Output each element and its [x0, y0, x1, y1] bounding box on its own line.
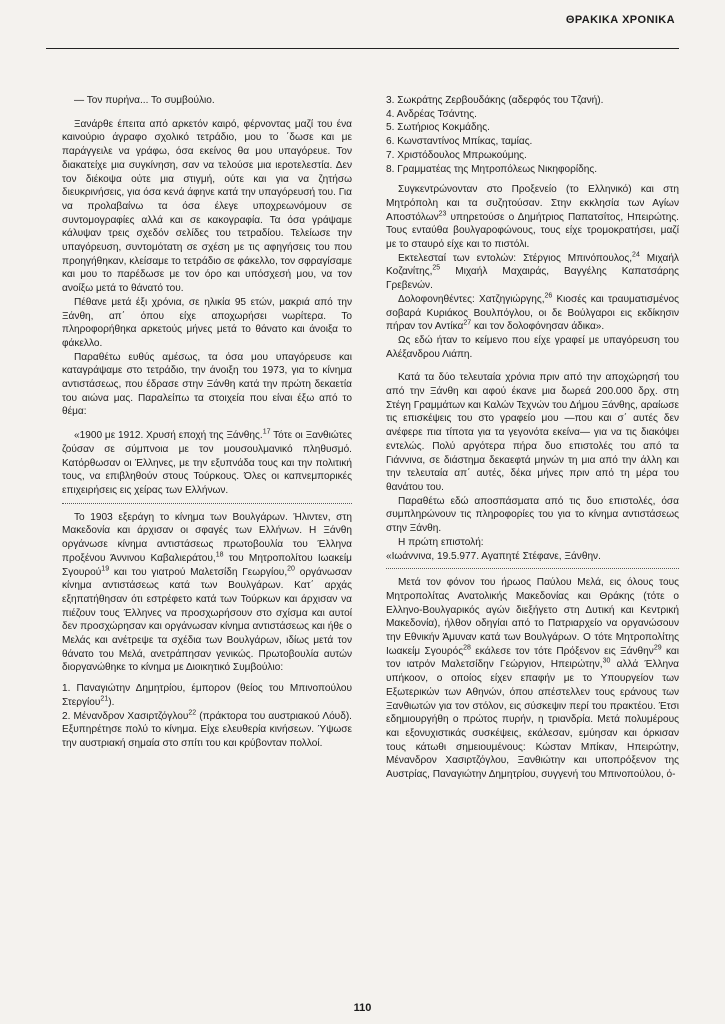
- page-number: 110: [353, 1002, 372, 1014]
- paragraph: Ως εδώ ήταν το κείμενο που είχε γραφεί με υπαγόρευση του Αλέξανδρου Λιάπη.: [386, 334, 679, 360]
- paragraph: Παραθέτω ευθύς αμέσως, τα όσα μου υπαγόρευσε και καταγράψαμε στο τετράδιο, την άνοιξη του 1973, για το κίνημα αντιστάσεως, που έδρασε στην Ξάνθη κατά την πρώτη δεκαετία του αιώνα μας. Παραλείπω τα στοιχεία που είναι έξω από το θέμα:: [62, 351, 352, 418]
- paragraph: Η πρώτη επιστολή:: [398, 536, 484, 548]
- text-run: εκάλεσε τον τότε Πρόξενον εις Ξάνθην: [470, 645, 654, 657]
- right-column: [386, 94, 679, 782]
- footnote-ref: 27: [463, 319, 472, 327]
- list-item: 5. Σωτήριος Κοκμάδης.: [386, 122, 490, 134]
- footnote-ref: 25: [432, 265, 441, 273]
- footnote-ref: 19: [101, 565, 110, 573]
- text-run: οργάνωσαν κίνημα αντιστάσεως κατά των Βουλγάρων. Κατ΄ αρχάς εξηπατήθησαν ότι εστρέφετο κατά των Τούρκων και άρχισαν να πιέζουν τους Έλληνες να προσχωρήσουν στο σχίσμα και αυτοί δεν προσχώρησαν και οργάνωσαν κίνημα αντιστάσεως και ήθε ο Μελάς και ανέτρεψε τα σχέδια των Βουλγάρων, ιδίως μετά τον θάνατο του Μελά, ανετράπησαν γενικώς. Πρωτοβουλία αυτών διοργανώθηκε το κίνημα με Διοικητικό Συμβούλιο:: [62, 566, 352, 674]
- footnote-ref: 24: [632, 251, 640, 259]
- footnote-ref: 21: [100, 695, 109, 703]
- paragraph: Παραθέτω εδώ αποσπάσματα από τις δυο επιστολές, όσα συμπληρώνουν τις πληροφορίες του για το κίνημα αντιστάσεως στην Ξάνθη.: [386, 495, 679, 535]
- text-run: (πράκτορα του αυστριακού Λόυδ). Εξυπηρέτησε πολύ το κίνημα. Είχε ελευθερία κινήσεων. Ύψωσε την αυστριακή σημαία στο σπίτι του και κρύβονταν πολλοί.: [62, 710, 352, 749]
- letter-heading: «Ιωάννινα, 19.5.977. Αγαπητέ Στέφανε, Ξάνθην.: [386, 550, 601, 562]
- paragraph: — Τον πυρήνα... Το συμβούλιο.: [74, 95, 215, 106]
- text-run: και τον δολοφόνησαν άδικα».: [471, 321, 605, 333]
- paragraph: [386, 293, 679, 334]
- quoted-paragraph: [62, 429, 352, 498]
- footnote-ref: 28: [463, 644, 471, 652]
- paragraph: Κατά τα δύο τελευταία χρόνια πριν από την αποχώρησή του από την Ξάνθη και αφού έκανε μια δωρεά 200.000 δρχ. στη Στέγη Γραμμάτων και Καλών Τεχνών του Δήμου Ξάνθης, αραίωσε τις επισκέψεις του στο γραφείο μου —που και σ΄ αυτές δεν ανέφερε πια τίποτα για τα γεγονότα εκείνα— για να τις διακόψει εντελώς. Πολύ αργότερα πήρα δυο επιστολές του από τα Γιάννινα, σε διάστημα δεκαεφτά μηνών τη μια από την άλλη και την τελευταία απ΄ αυτές, δέκα μήνες πριν από τη μέρα του θανάτου του.: [386, 372, 679, 493]
- letter-paragraph: [386, 576, 679, 782]
- list-item: 6. Κωνσταντίνος Μπίκας, ταμίας.: [386, 136, 533, 148]
- footnote-ref: 26: [544, 292, 553, 300]
- text-run: «1900 με 1912. Χρυσή εποχή της Ξάνθης.: [74, 430, 263, 442]
- footnote-ref: 17: [262, 428, 271, 436]
- running-header: [46, 14, 679, 49]
- footnote-ref: 20: [287, 565, 295, 573]
- text-run: του Μητροπολίτου Ιωακείμ Σγουρού: [62, 552, 352, 578]
- paragraph: Πέθανε μετά έξι χρόνια, σε ηλικία 95 ετών, μακριά από την Ξάνθη, απ΄ όπου είχε αποχωρήσει νωρίτερα. Το πληροφορήθηκα αρκετούς μήνες μετά το θάνατο και άνοιξα το φάκελλο.: [62, 296, 352, 349]
- text-run: Μιχαήλ Μαχαιράς, Βαγγέλης Καπατσάρης Γρεβενών.: [386, 266, 679, 292]
- footnote-ref: 23: [438, 210, 447, 218]
- footnote-ref: 29: [653, 644, 662, 652]
- text-run: Μετά τον φόνον του ήρωος Παύλου Μελά, εις όλους τους Μητροπολίτας Ανατολικής Μακεδονίας και Θράκης (τότε ο Ελληνο-Βουλγαρικός αγών διεξήγετο στη Δυτική και Κεντρική Μακεδονία), ήλθον οδηγίαι από το Πατριαρχείο να οργανώσουν την Εθνικήν Άμυναν κατά των Βουλγάρων. Ο τότε Μητροπολίτης Ιωακείμ Σγουρός: [386, 577, 679, 657]
- footnote-ref: 18: [215, 551, 224, 559]
- text-run: αλλά Έλληνα υπήκοον, ο οποίος είχεν επαφήν με το Υπουργείον των Εξωτερικών των Αθηνών, όπου απέστελλεν τους εράνους των Ξανθιωτών για τον στόλον, εις σύσκεψιν περί του πρακτέου. Έτσι εδημιουργήθη ο πρώτος πυρήν, η τριανδρία. Μετά πολυμέρους και εξονυχιστικάς συσκέψεις, εκάλεσαν, εμύησαν και όρκισαν τους κάτωθι σημειουμένους: Κώσταν Μπίκαν, Ηπειρώτην, Μένανδρον Χασιρτζόγλου, Ξανθιώτην και υποπρόξενον της Αυστρίας, Παναγιώτην Δημητρίου, συγγενή του Μπινοπούλου, ό-: [386, 659, 679, 781]
- paragraph: [386, 183, 679, 252]
- text-run: Τότε οι Ξανθιώτες ζούσαν σε σύμπνοια με τον μουσουλμανικό πληθυσμό. Κατόρθωσαν οι Έλληνες, με την εξυπνάδα τους και την πολιτική τους, να επιβληθούν στους Τούρκους. Όλες οι καπνεμπορικές επιχειρήσεις εις χείρας των Ελλήνων.: [62, 430, 352, 496]
- text-run: Το 1903 εξεράγη το κίνημα των Βουλγάρων. Ήλιντεν, στη Μακεδονία και άρχισαν οι σφαγές των Ελλήνων. Η Ξάνθη οργάνωσε κίνημα αντιστάσεως πρωτοβουλία του Έλληνα προξένου Άννινου Καβαλιεράτου,: [62, 511, 352, 564]
- list-item: 8. Γραμματέας της Μητροπόλεως Νικηφορίδης.: [386, 163, 598, 175]
- text-run: Κιοσές και τραυματισμένος σοβαρά Κυριάκος Βουλπόγλου, οι δε Βούλγαροι εις εκδίκησιν πήραν τον Αντίκα: [386, 293, 679, 333]
- paragraph: [386, 252, 679, 293]
- text-run: και τον ιατρόν Μαλετσίδην Γεώργιον, Ηπειρώτην,: [386, 645, 679, 671]
- footnote-ref: 22: [188, 709, 197, 717]
- footnote-ref: 30: [602, 658, 611, 666]
- text-run: 1. Παναγιώτην Δημητρίου, έμπορον (θείος του Μπινοπούλου Στεργίου: [62, 683, 352, 708]
- text-run: και του γιατρού Μαλετσίδη Γεωργίου,: [109, 566, 288, 578]
- text-run: Εκτελεσταί των εντολών: Στέργιος Μπινόπουλος,: [398, 252, 633, 264]
- text-run: Δολοφονηθέντες: Χατζηγιώργης,: [398, 293, 545, 305]
- dotted-separator: [62, 503, 352, 504]
- text-run: 2. Μένανδρον Χασιρτζόγλου: [62, 710, 189, 722]
- list-item: [62, 710, 352, 751]
- text-run: Συγκεντρώνονταν στο Προξενείο (το Ελληνικό) και στη Μητρόπολη και τα συζητούσαν. Στην εκκλησία των Αγίων Αποστόλων: [386, 184, 679, 223]
- dotted-separator: [386, 568, 679, 569]
- list-item: 4. Ανδρέας Τσάντης.: [386, 108, 477, 120]
- quoted-paragraph: [62, 511, 352, 675]
- paragraph: Ξανάρθε έπειτα από αρκετόν καιρό, φέρνοντας μαζί του ένα καινούριο άγραφο σχολικό τετράδιο, μου το ΄δωσε και με παράγγειλε να γράφω, όσα εκείνος θα μου υπαγόρευε. Τον διακατείχε μια συγκίνηση, σαν να τελούσε μια ιεροτελεστία. Δεν τον διέκοψα ούτε μια στιγμή, ούτε και για να ζητήσω διευκρινήσεις, για όσα κενά άφηνε κατά την υπαγόρευσή του. Για να προλαβαίνω τα όσα έλεγε υποχρεωνόμουν σε συντομογραφίες αλλά και σε κακογραφία. Τα όσα γράψαμε κάλυψαν τρεις σχεδόν σελίδες του τετραδίου. Τελείωσε την υπαγόρευση, συντομότατη σε σχέση με τις αφηγήσεις του που προηγήθηκαν, κλείσαμε το τετράδιο σε φάκελλο, τον σφραγίσαμε και μου το παρέδωσε με τον όρο και υπόσχεσή μου, να τον ανοίξω μετά το θάνατό του.: [62, 118, 352, 295]
- journal-title: ΘΡΑΚΙΚΑ ΧΡΟΝΙΚΑ: [565, 14, 675, 26]
- council-list: [386, 94, 679, 176]
- text-run: ).: [108, 696, 115, 708]
- list-item: 3. Σωκράτης Ζερβουδάκης (αδερφός του Τζανή).: [386, 95, 604, 106]
- list-item: [62, 682, 352, 709]
- list-item: 7. Χριστόδουλος Μπρωκούμης.: [386, 149, 527, 161]
- text-run: Μιχαήλ Κοζανίτης,: [386, 252, 679, 278]
- text-run: υπηρετούσε ο Δημήτριος Παπατσίτος, Ηπειρώτης. Τους ενταύθα βουλγαροφώνους, τους είχε τρομοκρατήσει, μαζί με το σταυρό είχε και το πιστόλι.: [386, 211, 679, 251]
- left-column: [62, 94, 352, 751]
